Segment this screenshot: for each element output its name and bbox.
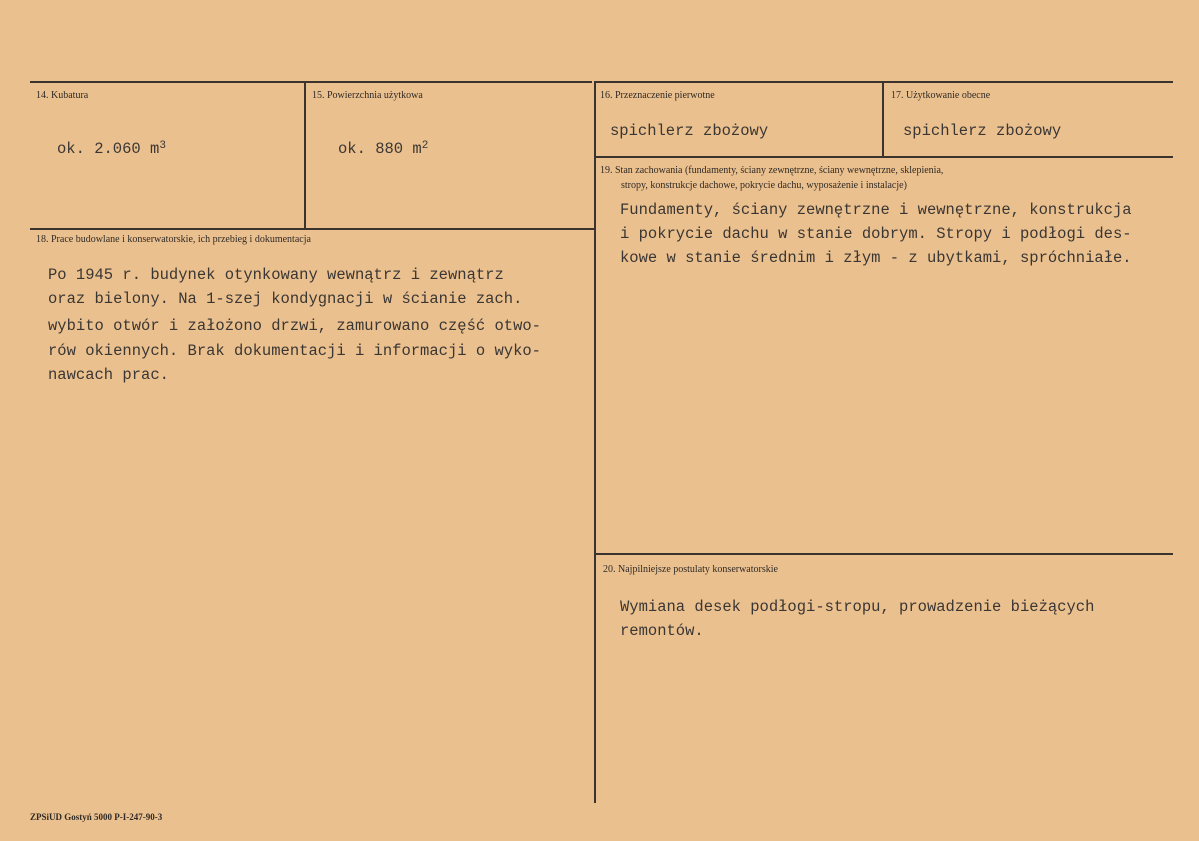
main-vertical-divider: [594, 81, 596, 803]
field-16-label: 16. Przeznaczenie pierwotne: [600, 90, 715, 101]
field-19-label-line1: 19. Stan zachowania (fundamenty, ściany zewnętrzne, ściany wewnętrzne, sklepienia,: [600, 165, 944, 176]
field-14-value: ok. 2.060 $m^3$: [57, 140, 166, 158]
divider-16-17: [882, 83, 884, 157]
rule-above-20: [596, 553, 1173, 555]
field-18-line-3: wybito otwór i założono drzwi, zamurowano część otwo-: [48, 317, 541, 335]
field-20-line-1: Wymiana desek podłogi-stropu, prowadzenie bieżących: [620, 598, 1095, 616]
divider-14-15: [304, 83, 306, 229]
field-20-line-2: remontów.: [620, 622, 704, 640]
field-19-line-2: i pokrycie dachu w stanie dobrym. Stropy i podłogi des-: [620, 225, 1132, 243]
field-14-exponent: 3: [159, 140, 166, 152]
field-19-line-3: kowe w stanie średnim i złym - z ubytkami, spróchniałe.: [620, 249, 1132, 267]
top-rule-left: [30, 81, 592, 83]
field-18-line-5: nawcach prac.: [48, 366, 169, 384]
top-rule-right: [596, 81, 1173, 83]
rule-above-18: [30, 228, 594, 230]
field-18-line-4: rów okiennych. Brak dokumentacji i informacji o wyko-: [48, 342, 541, 360]
field-15-value: ok. 880 $m^2$: [338, 140, 429, 158]
field-17-value: spichlerz zbożowy: [903, 122, 1062, 140]
field-18-label: 18. Prace budowlane i konserwatorskie, ich przebieg i dokumentacja: [36, 234, 311, 245]
field-18-line-2: oraz bielony. Na 1-szej kondygnacji w ścianie zach.: [48, 290, 523, 308]
field-17-label: 17. Użytkowanie obecne: [891, 90, 991, 101]
field-19-line-1: Fundamenty, ściany zewnętrzne i wewnętrzne, konstrukcja: [620, 201, 1132, 219]
field-16-value: spichlerz zbożowy: [610, 122, 769, 140]
field-14-label: 14. Kubatura: [36, 90, 89, 101]
rule-above-19: [596, 156, 1173, 158]
printer-imprint: ZPSiUD Gostyń 5000 P-I-247-90-3: [30, 812, 163, 822]
field-15-label: 15. Powierzchnia użytkowa: [312, 90, 423, 101]
field-20-label: 20. Najpilniejsze postulaty konserwatorskie: [603, 564, 778, 575]
field-18-line-1: Po 1945 r. budynek otynkowany wewnątrz i zewnątrz: [48, 266, 504, 284]
field-15-exponent: 2: [421, 140, 429, 152]
field-19-label-line2: stropy, konstrukcje dachowe, pokrycie dachu, wyposażenie i instalacje): [621, 180, 907, 191]
